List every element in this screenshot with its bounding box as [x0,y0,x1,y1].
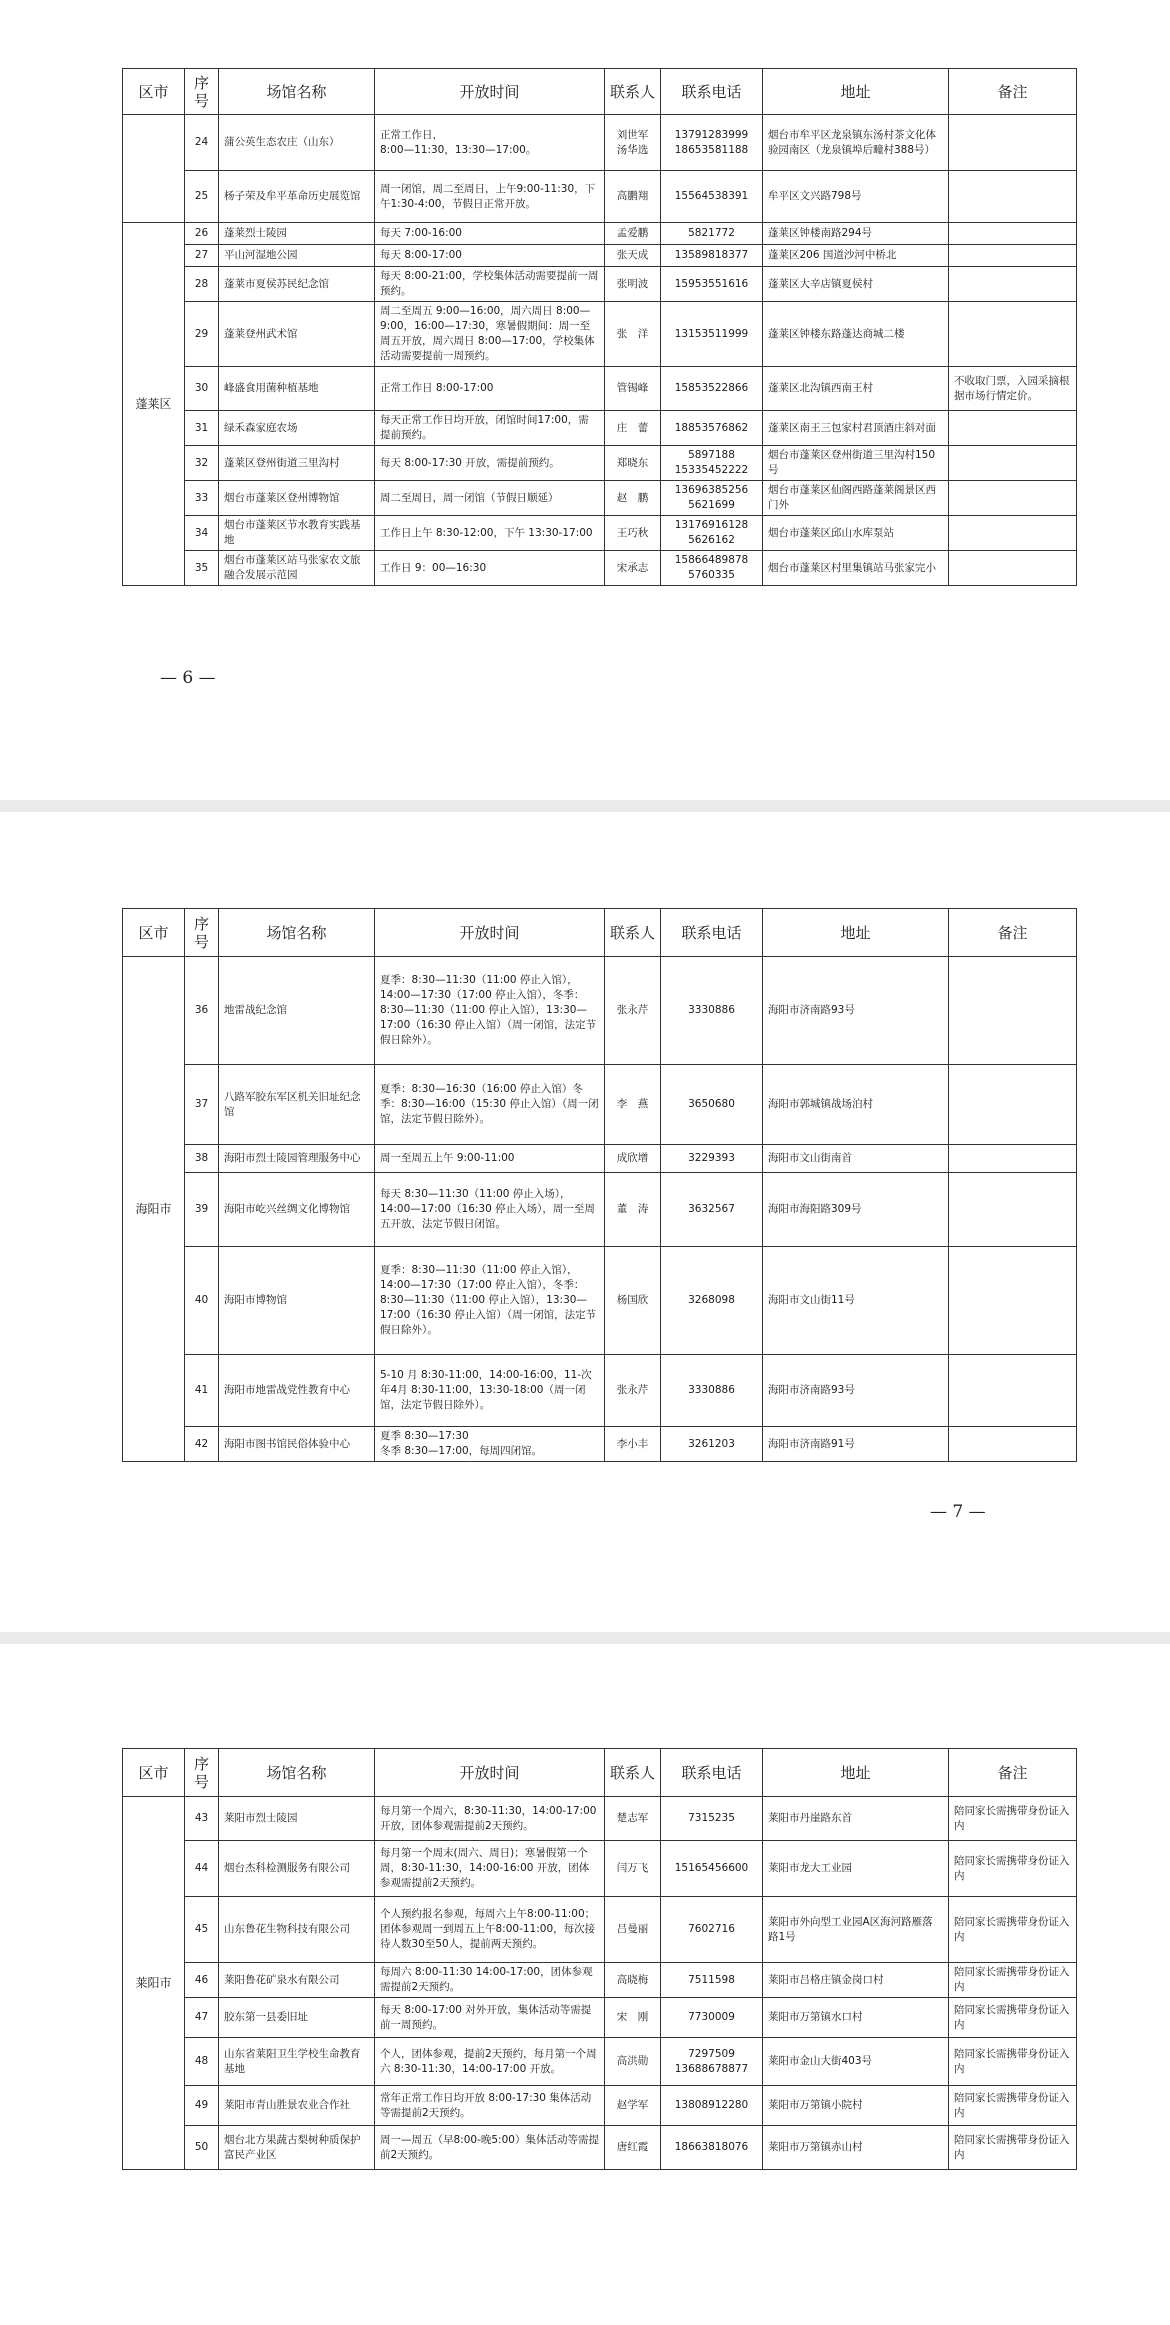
seq-cell: 44 [185,1841,219,1897]
opening-hours-cell: 周二至周五 9:00—16:00，周六周日 8:00—9:00，16:00—17:30，寒暑假期间：周一至周五开放，周六周日 8:00—17:00，学校集体活动需要提前一周预约。 [375,302,605,367]
opening-hours-cell: 工作日 9：00—16:30 [375,551,605,586]
note-cell [949,1173,1077,1247]
opening-hours-cell: 正常工作日， 8:00—11:30，13:30—17:00。 [375,115,605,171]
contact-person-cell: 庄 蕾 [605,411,661,446]
phone-cell: 15866489878 5760335 [661,551,763,586]
address-cell: 莱阳市万第镇小院村 [763,2086,949,2126]
document-page-8 [0,1644,1170,2325]
contact-person-cell: 赵 鹏 [605,481,661,516]
opening-hours-cell: 每天 8:00-21:00，学校集体活动需要提前一周预约。 [375,267,605,302]
address-cell: 海阳市文山街11号 [763,1247,949,1355]
phone-cell: 7511598 [661,1963,763,1998]
column-header: 备注 [949,69,1077,115]
address-cell: 烟台市蓬莱区邱山水库泵站 [763,516,949,551]
note-cell [949,267,1077,302]
seq-cell: 42 [185,1427,219,1462]
seq-cell: 40 [185,1247,219,1355]
column-header: 开放时间 [375,69,605,115]
table-row [123,223,1077,245]
phone-cell: 3650680 [661,1065,763,1145]
opening-hours-cell: 每天 8:00-17:00 对外开放，集体活动等需提前一周预约。 [375,1998,605,2038]
phone-cell: 3261203 [661,1427,763,1462]
address-cell: 海阳市济南路93号 [763,957,949,1065]
table-header-row [123,69,1077,115]
column-header: 地址 [763,1749,949,1797]
table-row [123,1173,1077,1247]
table-row [123,1998,1077,2038]
table-row [123,411,1077,446]
table-row [123,367,1077,411]
note-cell: 陪同家长需携带身份证入内 [949,1998,1077,2038]
address-cell: 海阳市济南路93号 [763,1355,949,1427]
address-cell: 烟台市蓬莱区仙阁西路蓬莱阁景区西门外 [763,481,949,516]
phone-cell: 13696385256 5621699 [661,481,763,516]
column-header: 开放时间 [375,1749,605,1797]
contact-person-cell: 高洪勋 [605,2038,661,2086]
column-header: 场馆名称 [219,69,375,115]
region-cell [123,115,185,223]
note-cell [949,481,1077,516]
venue-name-cell: 莱阳市烈士陵园 [219,1797,375,1841]
phone-cell: 13808912280 [661,2086,763,2126]
column-header: 联系电话 [661,1749,763,1797]
table-row [123,1427,1077,1462]
phone-cell: 3229393 [661,1145,763,1173]
opening-hours-cell: 夏季：8:30—11:30（11:00 停止入馆），14:00—17:30（17:00 停止入馆），冬季：8:30—11:30（11:00 停止入馆），13:30—17:00（16:30 停止入馆）（周一闭馆，法定节假日除外）。 [375,1247,605,1355]
opening-hours-cell: 正常工作日 8:00-17:00 [375,367,605,411]
table-row [123,1797,1077,1841]
phone-cell: 7297509 13688678877 [661,2038,763,2086]
table-row [123,1355,1077,1427]
contact-person-cell: 杨国欣 [605,1247,661,1355]
contact-person-cell: 刘世军 汤华选 [605,115,661,171]
contact-person-cell: 李 燕 [605,1065,661,1145]
venue-name-cell: 平山河湿地公园 [219,245,375,267]
seq-cell: 29 [185,302,219,367]
opening-hours-cell: 5-10 月 8:30-11:00，14:00-16:00，11-次年4月 8:30-11:00，13:30-18:00（周一闭馆，法定节假日除外）。 [375,1355,605,1427]
venue-name-cell: 山东鲁花生物科技有限公司 [219,1897,375,1963]
seq-cell: 46 [185,1963,219,1998]
address-cell: 蓬莱区钟楼南路294号 [763,223,949,245]
venue-name-cell: 地雷战纪念馆 [219,957,375,1065]
table-row [123,2038,1077,2086]
venue-table-page-6 [122,68,1077,586]
seq-cell: 47 [185,1998,219,2038]
column-header: 备注 [949,1749,1077,1797]
table-header-row [123,1749,1077,1797]
phone-cell: 3632567 [661,1173,763,1247]
column-header: 联系电话 [661,69,763,115]
table-row [123,1065,1077,1145]
seq-cell: 27 [185,245,219,267]
phone-cell: 3330886 [661,957,763,1065]
note-cell [949,446,1077,481]
venue-name-cell: 蓬莱登州武术馆 [219,302,375,367]
phone-cell: 5897188 15335452222 [661,446,763,481]
opening-hours-cell: 每天 8:00-17:00 [375,245,605,267]
table-row [123,267,1077,302]
opening-hours-cell: 夏季：8:30—11:30（11:00 停止入馆），14:00—17:30（17:00 停止入馆），冬季：8:30—11:30（11:00 停止入馆），13:30—17:00（16:30 停止入馆）（周一闭馆，法定节假日除外）。 [375,957,605,1065]
region-cell: 海阳市 [123,957,185,1462]
venue-name-cell: 海阳市地雷战党性教育中心 [219,1355,375,1427]
address-cell: 莱阳市丹崖路东首 [763,1797,949,1841]
venue-name-cell: 烟台北方果蔬古梨树种质保护富民产业区 [219,2126,375,2170]
column-header: 联系人 [605,909,661,957]
opening-hours-cell: 周一闭馆，周二至周日，上午9:00-11:30，下午1:30-4:00，节假日正常开放。 [375,171,605,223]
phone-cell: 7315235 [661,1797,763,1841]
seq-cell: 24 [185,115,219,171]
contact-person-cell: 管锡峰 [605,367,661,411]
note-cell [949,411,1077,446]
venue-name-cell: 蓬莱烈士陵园 [219,223,375,245]
opening-hours-cell: 常年正常工作日均开放 8:00-17:30 集体活动等需提前2天预约。 [375,2086,605,2126]
note-cell [949,957,1077,1065]
phone-cell: 13589818377 [661,245,763,267]
table-row [123,171,1077,223]
seq-cell: 36 [185,957,219,1065]
note-cell [949,1065,1077,1145]
column-header: 序号 [185,1749,219,1797]
seq-cell: 43 [185,1797,219,1841]
venue-name-cell: 八路军胶东军区机关旧址纪念馆 [219,1065,375,1145]
address-cell: 蓬莱区钟楼东路蓬达商城二楼 [763,302,949,367]
opening-hours-cell: 个人预约报名参观，每周六上午8:00-11:00；团体参观周一到周五上午8:00-11:00，每次接待人数30至50人，提前两天预约。 [375,1897,605,1963]
seq-cell: 30 [185,367,219,411]
column-header: 开放时间 [375,909,605,957]
note-cell: 陪同家长需携带身份证入内 [949,1841,1077,1897]
column-header: 联系人 [605,1749,661,1797]
venue-name-cell: 莱阳鲁花矿泉水有限公司 [219,1963,375,1998]
phone-cell: 13153511999 [661,302,763,367]
address-cell: 蓬莱区北沟镇西南王村 [763,367,949,411]
phone-cell: 15853522866 [661,367,763,411]
address-cell: 莱阳市吕格庄镇金岗口村 [763,1963,949,1998]
seq-cell: 32 [185,446,219,481]
column-header: 场馆名称 [219,909,375,957]
seq-cell: 28 [185,267,219,302]
opening-hours-cell: 每天 7:00-16:00 [375,223,605,245]
seq-cell: 31 [185,411,219,446]
contact-person-cell: 李小丰 [605,1427,661,1462]
contact-person-cell: 高鹏翔 [605,171,661,223]
contact-person-cell: 成欣增 [605,1145,661,1173]
address-cell: 莱阳市万第镇赤山村 [763,2126,949,2170]
venue-name-cell: 峰盛食用菌种植基地 [219,367,375,411]
contact-person-cell: 唐红霞 [605,2126,661,2170]
table-row [123,115,1077,171]
phone-cell: 5821772 [661,223,763,245]
venue-table-page-8 [122,1748,1077,2170]
address-cell: 莱阳市龙大工业园 [763,1841,949,1897]
address-cell: 蓬莱区大辛店镇夏侯村 [763,267,949,302]
venue-name-cell: 杨子荣及牟平革命历史展览馆 [219,171,375,223]
address-cell: 烟台市蓬莱区登州街道三里沟村150号 [763,446,949,481]
column-header: 区市 [123,1749,185,1797]
table-row [123,1897,1077,1963]
opening-hours-cell: 每月第一个周六，8:30-11:30，14:00-17:00 开放，团体参观需提前2天预约。 [375,1797,605,1841]
opening-hours-cell: 每周六 8:00-11:30 14:00-17:00，团体参观需提前2天预约。 [375,1963,605,1998]
opening-hours-cell: 夏季：8:30—16:30（16:00 停止入馆）冬季：8:30—16:00（15:30 停止入馆）（周一闭馆，法定节假日除外）。 [375,1065,605,1145]
address-cell: 莱阳市万第镇水口村 [763,1998,949,2038]
contact-person-cell: 宋承志 [605,551,661,586]
note-cell [949,115,1077,171]
venue-name-cell: 烟台市蓬莱区站马张家农文旅融合发展示范园 [219,551,375,586]
note-cell [949,1427,1077,1462]
note-cell [949,516,1077,551]
address-cell: 蓬莱区南王三包家村君顶酒庄斜对面 [763,411,949,446]
contact-person-cell: 郑晓东 [605,446,661,481]
note-cell [949,171,1077,223]
phone-cell: 18853576862 [661,411,763,446]
seq-cell: 34 [185,516,219,551]
venue-name-cell: 蓬莱市夏侯苏民纪念馆 [219,267,375,302]
phone-cell: 15165456600 [661,1841,763,1897]
address-cell: 海阳市文山街南首 [763,1145,949,1173]
phone-cell: 3268098 [661,1247,763,1355]
seq-cell: 37 [185,1065,219,1145]
contact-person-cell: 吕曼丽 [605,1897,661,1963]
note-cell: 陪同家长需携带身份证入内 [949,1897,1077,1963]
column-header: 备注 [949,909,1077,957]
table-row [123,481,1077,516]
opening-hours-cell: 周一至周五上午 9:00-11:00 [375,1145,605,1173]
phone-cell: 15564538391 [661,171,763,223]
contact-person-cell: 宋 刚 [605,1998,661,2038]
venue-name-cell: 海阳市烈士陵园管理服务中心 [219,1145,375,1173]
venue-name-cell: 胶东第一县委旧址 [219,1998,375,2038]
note-cell [949,551,1077,586]
venue-table-page-7 [122,908,1077,1462]
venue-name-cell: 烟台杰科检测服务有限公司 [219,1841,375,1897]
note-cell: 陪同家长需携带身份证入内 [949,2126,1077,2170]
seq-cell: 38 [185,1145,219,1173]
seq-cell: 33 [185,481,219,516]
phone-cell: 7730009 [661,1998,763,2038]
phone-cell: 13176916128 5626162 [661,516,763,551]
contact-person-cell: 王巧秋 [605,516,661,551]
note-cell [949,223,1077,245]
table-row [123,245,1077,267]
opening-hours-cell: 个人，团体参观，提前2天预约，每月第一个周六 8:30-11:30，14:00-17:00 开放。 [375,2038,605,2086]
seq-cell: 35 [185,551,219,586]
contact-person-cell: 高晓梅 [605,1963,661,1998]
seq-cell: 41 [185,1355,219,1427]
note-cell: 不收取门票，入园采摘根据市场行情定价。 [949,367,1077,411]
venue-name-cell: 蓬莱区登州街道三里沟村 [219,446,375,481]
venue-name-cell: 烟台市蓬莱区登州博物馆 [219,481,375,516]
column-header: 序号 [185,909,219,957]
opening-hours-cell: 周二至周日，周一闭馆（节假日顺延） [375,481,605,516]
table-row [123,1247,1077,1355]
address-cell: 海阳市海阳路309号 [763,1173,949,1247]
note-cell: 陪同家长需携带身份证入内 [949,2038,1077,2086]
table-row [123,1963,1077,1998]
column-header: 区市 [123,909,185,957]
contact-person-cell: 张永芹 [605,1355,661,1427]
venue-name-cell: 海阳市屹兴丝绸文化博物馆 [219,1173,375,1247]
note-cell [949,302,1077,367]
phone-cell: 13791283999 18653581188 [661,115,763,171]
opening-hours-cell: 每天正常工作日均开放，闭馆时间17:00，需提前预约。 [375,411,605,446]
address-cell: 海阳市郭城镇战场泊村 [763,1065,949,1145]
document-page-6 [0,0,1170,800]
contact-person-cell: 楚志军 [605,1797,661,1841]
address-cell: 海阳市济南路91号 [763,1427,949,1462]
address-cell: 牟平区文兴路798号 [763,171,949,223]
column-header: 联系电话 [661,909,763,957]
opening-hours-cell: 夏季 8:30—17:30 冬季 8:30—17:00，每周四闭馆。 [375,1427,605,1462]
column-header: 序号 [185,69,219,115]
table-row [123,2126,1077,2170]
note-cell: 陪同家长需携带身份证入内 [949,1797,1077,1841]
contact-person-cell: 孟爱鹏 [605,223,661,245]
column-header: 联系人 [605,69,661,115]
region-cell: 蓬莱区 [123,223,185,586]
table-row [123,446,1077,481]
table-row [123,1145,1077,1173]
column-header: 地址 [763,909,949,957]
opening-hours-cell: 周一—周五（早8:00-晚5:00）集体活动等需提前2天预约。 [375,2126,605,2170]
seq-cell: 50 [185,2126,219,2170]
table-row [123,551,1077,586]
column-header: 场馆名称 [219,1749,375,1797]
phone-cell: 18663818076 [661,2126,763,2170]
phone-cell: 3330886 [661,1355,763,1427]
table-row [123,2086,1077,2126]
page-number: — 6 — [160,668,216,688]
seq-cell: 48 [185,2038,219,2086]
address-cell: 烟台市牟平区龙泉镇东汤村茶文化体验园南区（龙泉镇埠后疃村388号） [763,115,949,171]
seq-cell: 49 [185,2086,219,2126]
contact-person-cell: 赵学军 [605,2086,661,2126]
column-header: 区市 [123,69,185,115]
document-page-7 [0,812,1170,1632]
venue-name-cell: 莱阳市青山胜景农业合作社 [219,2086,375,2126]
venue-name-cell: 海阳市图书馆民俗体验中心 [219,1427,375,1462]
address-cell: 莱阳市外向型工业园A区海河路雁落路1号 [763,1897,949,1963]
table-row [123,516,1077,551]
opening-hours-cell: 每天 8:30—11:30（11:00 停止入场），14:00—17:00（16:30 停止入场），周一至周五开放，法定节假日闭馆。 [375,1173,605,1247]
note-cell [949,1355,1077,1427]
region-cell: 莱阳市 [123,1797,185,2170]
address-cell: 蓬莱区206 国道沙河中桥北 [763,245,949,267]
contact-person-cell: 董 涛 [605,1173,661,1247]
seq-cell: 39 [185,1173,219,1247]
phone-cell: 15953551616 [661,267,763,302]
venue-name-cell: 烟台市蓬莱区节水教育实践基地 [219,516,375,551]
phone-cell: 7602716 [661,1897,763,1963]
table-row [123,957,1077,1065]
page-number: — 7 — [930,1502,986,1522]
address-cell: 烟台市蓬莱区村里集镇站马张家完小 [763,551,949,586]
table-row [123,1841,1077,1897]
note-cell [949,1145,1077,1173]
venue-name-cell: 绿禾森家庭农场 [219,411,375,446]
note-cell [949,245,1077,267]
venue-name-cell: 海阳市博物馆 [219,1247,375,1355]
note-cell: 陪同家长需携带身份证入内 [949,2086,1077,2126]
note-cell [949,1247,1077,1355]
column-header: 地址 [763,69,949,115]
contact-person-cell: 张明波 [605,267,661,302]
address-cell: 莱阳市金山大街403号 [763,2038,949,2086]
contact-person-cell: 张永芹 [605,957,661,1065]
contact-person-cell: 张天成 [605,245,661,267]
contact-person-cell: 闫万飞 [605,1841,661,1897]
contact-person-cell: 张 洋 [605,302,661,367]
opening-hours-cell: 工作日上午 8:30-12:00，下午 13:30-17:00 [375,516,605,551]
venue-name-cell: 山东省莱阳卫生学校生命教育基地 [219,2038,375,2086]
seq-cell: 45 [185,1897,219,1963]
seq-cell: 26 [185,223,219,245]
seq-cell: 25 [185,171,219,223]
opening-hours-cell: 每天 8:00-17:30 开放，需提前预约。 [375,446,605,481]
note-cell: 陪同家长需携带身份证入内 [949,1963,1077,1998]
venue-name-cell: 蒲公英生态农庄（山东） [219,115,375,171]
table-header-row [123,909,1077,957]
opening-hours-cell: 每月第一个周末(周六、周日)；寒暑假第一个周，8:30-11:30，14:00-16:00 开放，团体参观需提前2天预约。 [375,1841,605,1897]
table-row [123,302,1077,367]
